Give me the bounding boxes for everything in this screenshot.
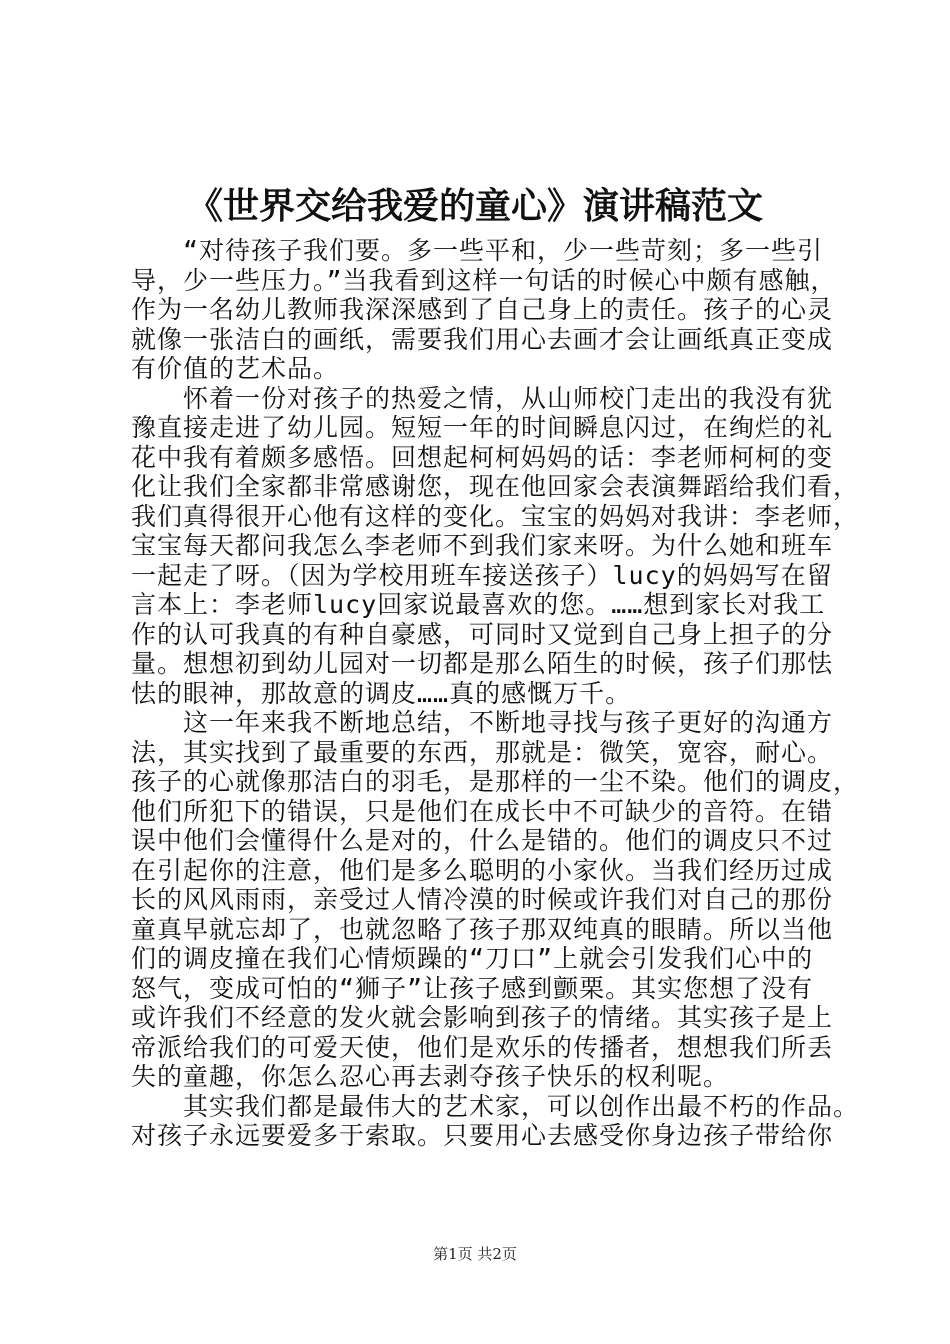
page-footer: 第1页 共2页 <box>433 1245 517 1263</box>
paragraph-line: 花中我有着颇多感悟。回想起柯柯妈妈的话：李老师柯柯的变 <box>131 442 834 472</box>
paragraph-line: 有价值的艺术品。 <box>131 354 340 383</box>
paragraph-line: 其实我们都是最伟大的艺术家，可以创作出最不朽的作品。 <box>183 1091 860 1121</box>
paragraph-line: 我们真得很开心他有这样的变化。宝宝的妈妈对我讲：李老师， <box>131 501 860 531</box>
paragraph-line: 言本上：李老师lucy回家说最喜欢的您。……想到家长对我工 <box>131 590 826 619</box>
page-title: 《世界交给我爱的童心》演讲稿范文 <box>186 185 763 227</box>
document-body <box>131 236 860 1151</box>
paragraph-line: 童真早就忘却了，也就忽略了孩子那双纯真的眼睛。所以当他 <box>131 914 834 944</box>
paragraph-line: 失的童趣，你怎么忍心再去剥夺孩子快乐的权利呢。 <box>131 1062 730 1091</box>
paragraph-line: 或许我们不经意的发火就会影响到孩子的情绪。其实孩子是上 <box>131 1003 834 1032</box>
paragraph-line: 法，其实找到了最重要的东西，那就是：微笑，宽容，耐心。 <box>131 737 834 767</box>
paragraph-line: “对待孩子我们要。多一些平和，少一些苛刻；多一些引 <box>183 236 824 265</box>
paragraph-line: 他们所犯下的错误，只是他们在成长中不可缺少的音符。在错 <box>131 796 834 826</box>
paragraph-line: 怀着一份对孩子的热爱之情，从山师校门走出的我没有犹 <box>183 383 834 413</box>
paragraph-line: 帝派给我们的可爱天使，他们是欢乐的传播者，想想我们所丢 <box>131 1032 834 1062</box>
paragraph-line: 化让我们全家都非常感谢您，现在他回家会表演舞蹈给我们看， <box>131 472 860 501</box>
paragraph-line: 长的风风雨雨，亲受过人情冷漠的时候或许我们对自己的那份 <box>131 885 834 914</box>
paragraph-line: 量。想想初到幼儿园对一切都是那么陌生的时候，孩子们那怯 <box>131 649 834 678</box>
paragraph-line: 宝宝每天都问我怎么李老师不到我们家来呀。为什么她和班车 <box>131 531 834 560</box>
paragraph-line: 作的认可我真的有种自豪感，可同时又觉到自己身上担子的分 <box>131 619 834 649</box>
paragraph-line: 对孩子永远要爱多于索取。只要用心去感受你身边孩子带给你 <box>131 1121 834 1150</box>
paragraph-line: 就像一张洁白的画纸，需要我们用心去画才会让画纸真正变成 <box>131 324 834 354</box>
paragraph-line: 这一年来我不断地总结，不断地寻找与孩子更好的沟通方 <box>183 708 834 737</box>
paragraph-line: 怒气，变成可怕的“狮子”让孩子感到颤栗。其实您想了没有 <box>131 973 814 1003</box>
paragraph-line: 误中他们会懂得什么是对的，什么是错的。他们的调皮只不过 <box>131 826 834 855</box>
paragraph-line: 豫直接走进了幼儿园。短短一年的时间瞬息闪过，在绚烂的礼 <box>131 413 834 442</box>
paragraph-line: 作为一名幼儿教师我深深感到了自己身上的责任。孩子的心灵 <box>131 295 834 324</box>
paragraph-line: 一起走了呀。（因为学校用班车接送孩子）lucy的妈妈写在留 <box>131 560 833 590</box>
paragraph-line: 怯的眼神，那故意的调皮……真的感慨万千。 <box>131 678 632 708</box>
paragraph-line: 孩子的心就像那洁白的羽毛，是那样的一尘不染。他们的调皮， <box>131 767 860 796</box>
paragraph-line: 导，少一些压力。”当我看到这样一句话的时候心中颇有感触， <box>131 265 837 295</box>
paragraph-line: 们的调皮撞在我们心情烦躁的“刀口”上就会引发我们心中的 <box>131 944 814 973</box>
paragraph-line: 在引起你的注意，他们是多么聪明的小家伙。当我们经历过成 <box>131 855 834 885</box>
